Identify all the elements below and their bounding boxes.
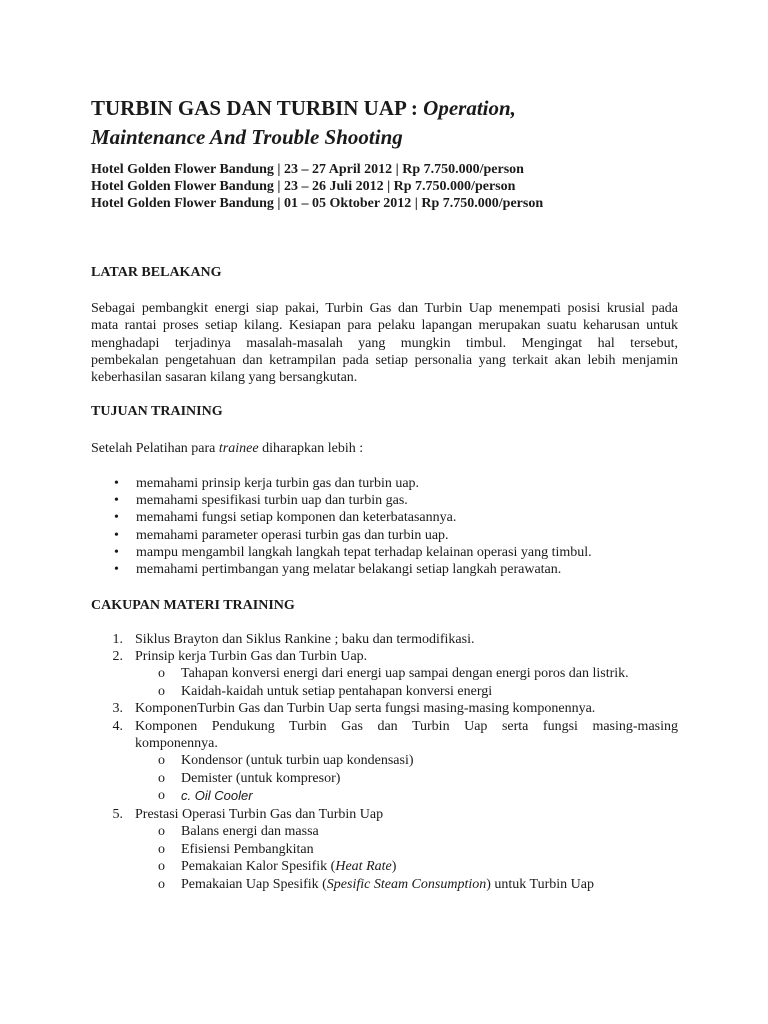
sub-item: [158, 752, 414, 769]
item-text: KomponenTurbin Gas dan Turbin Uap serta fungsi masing-masing komponennya.: [135, 701, 596, 716]
list-item-text: memahami spesifikasi turbin uap dan turbin gas.: [136, 493, 408, 508]
title-main: TURBIN GAS DAN TURBIN UAP :: [91, 96, 424, 120]
sub-item-text-italic: Spesific Steam Consumption: [326, 877, 487, 892]
item-text: Prinsip kerja Turbin Gas dan Turbin Uap.: [135, 649, 368, 664]
item-text: Komponen Pendukung Turbin Gas dan Turbin Uap serta fungsi masing-masing: [135, 719, 678, 734]
sub-item: [158, 841, 314, 858]
sub-item-text: Tahapan konversi energi dari energi uap sampai dengan energi poros dan listrik.: [181, 666, 629, 681]
sub-item: [158, 770, 341, 787]
item-text: Siklus Brayton dan Siklus Rankine ; baku dan termodifikasi.: [135, 632, 475, 647]
event-line-2: Hotel Golden Flower Bandung | 23 – 26 Juli 2012 | Rp 7.750.000/person: [91, 179, 516, 194]
item-text-continued: komponennya.: [135, 736, 218, 751]
list-item: [114, 492, 408, 509]
sub-item-text: Demister (untuk kompresor): [181, 771, 341, 786]
list-item: [114, 527, 449, 544]
sub-item-text: Efisiensi Pembangkitan: [181, 842, 314, 857]
tujuan-intro-text-end: diharapkan lebih :: [258, 441, 364, 456]
item-number: 3.: [112, 701, 123, 716]
sub-item-text-a: Pemakaian Kalor Spesifik (: [181, 859, 336, 874]
sub-item: [158, 665, 629, 682]
sub-item-text: Kaidah-kaidah untuk setiap pentahapan konversi energi: [181, 684, 493, 699]
sub-item: [158, 876, 594, 893]
sub-item-text: c. Oil Cooler: [181, 788, 253, 803]
sub-item-text: Kondensor (untuk turbin uap kondensasi): [181, 753, 414, 768]
latar-line: mata rantai proses setiap kilang. Kesiapan para pelaku lapangan merupakan suatu keharusan untuk: [91, 318, 678, 334]
sub-item-text: [181, 858, 396, 875]
document-title: [91, 94, 691, 152]
latar-line: pembekalan pengetahuan dan ketrampilan pada setiap personalia yang terkait akan lebih menjamin: [91, 352, 678, 368]
bullet-icon: •: [114, 493, 119, 508]
item-text: Prestasi Operasi Turbin Gas dan Turbin Uap: [135, 807, 384, 822]
sub-item-text-b: ) untuk Turbin Uap: [486, 877, 594, 892]
sub-item-text-a: Pemakaian Uap Spesifik (: [181, 877, 327, 892]
sub-item: [158, 823, 319, 840]
bullet-icon: •: [114, 510, 119, 525]
circle-bullet-icon: o: [158, 877, 165, 892]
sub-item-text: [181, 876, 594, 893]
bullet-icon: •: [114, 562, 119, 577]
bullet-icon: •: [114, 528, 119, 543]
circle-bullet-icon: o: [158, 824, 165, 839]
event-line-1: Hotel Golden Flower Bandung | 23 – 27 April 2012 | Rp 7.750.000/person: [91, 162, 524, 177]
list-item: [114, 561, 562, 578]
sub-item-text-b: ): [391, 859, 397, 874]
sub-item-text: Balans energi dan massa: [181, 824, 319, 839]
circle-bullet-icon: o: [158, 684, 165, 699]
list-item-text: memahami prinsip kerja turbin gas dan turbin uap.: [136, 476, 420, 491]
list-item-text: memahami pertimbangan yang melatar belakangi setiap langkah perawatan.: [136, 562, 562, 577]
section-heading-latar: LATAR BELAKANG: [91, 265, 222, 280]
circle-bullet-icon: o: [158, 842, 165, 857]
circle-bullet-icon: o: [158, 771, 165, 786]
tujuan-intro: [91, 440, 363, 457]
circle-bullet-icon: o: [158, 788, 165, 803]
circle-bullet-icon: o: [158, 859, 165, 874]
sub-item: [158, 858, 397, 875]
latar-line: menghadapi terjadinya masalah-masalah yang mungkin timbul. Mengingat hal tersebut,: [91, 335, 678, 351]
bullet-icon: •: [114, 476, 119, 491]
latar-line: Sebagai pembangkit energi siap pakai, Turbin Gas dan Turbin Uap menempati posisi krusial pada: [91, 301, 678, 316]
list-item-text: mampu mengambil langkah langkah tepat terhadap kelainan operasi yang timbul.: [136, 545, 592, 560]
circle-bullet-icon: o: [158, 753, 165, 768]
list-item: [114, 509, 457, 526]
list-item-text: memahami fungsi setiap komponen dan keterbatasannya.: [136, 510, 457, 525]
latar-paragraph: [91, 300, 678, 386]
tujuan-intro-italic: trainee: [218, 441, 259, 456]
item-number: 5.: [112, 807, 123, 822]
bullet-icon: •: [114, 545, 119, 560]
item-number: 1.: [112, 632, 123, 647]
sub-item: [158, 683, 493, 700]
item-number: 2.: [112, 649, 123, 664]
tujuan-intro-text: Setelah Pelatihan para: [91, 441, 219, 456]
list-item-text: memahami parameter operasi turbin gas dan turbin uap.: [136, 528, 449, 543]
event-line-3: Hotel Golden Flower Bandung | 01 – 05 Oktober 2012 | Rp 7.750.000/person: [91, 196, 544, 211]
item-number: 4.: [112, 719, 123, 734]
sub-item: [158, 787, 253, 804]
title-italic-2: Maintenance And Trouble Shooting: [91, 125, 403, 149]
circle-bullet-icon: o: [158, 666, 165, 681]
list-item: [114, 544, 592, 561]
section-heading-cakupan: CAKUPAN MATERI TRAINING: [91, 598, 295, 613]
section-heading-tujuan: TUJUAN TRAINING: [91, 404, 223, 419]
list-item: [114, 475, 420, 492]
title-italic-1: Operation,: [423, 96, 516, 120]
sub-item-text-italic: Heat Rate: [335, 859, 392, 874]
latar-line: keberhasilan sasaran kilang yang bersangkutan.: [91, 370, 358, 386]
